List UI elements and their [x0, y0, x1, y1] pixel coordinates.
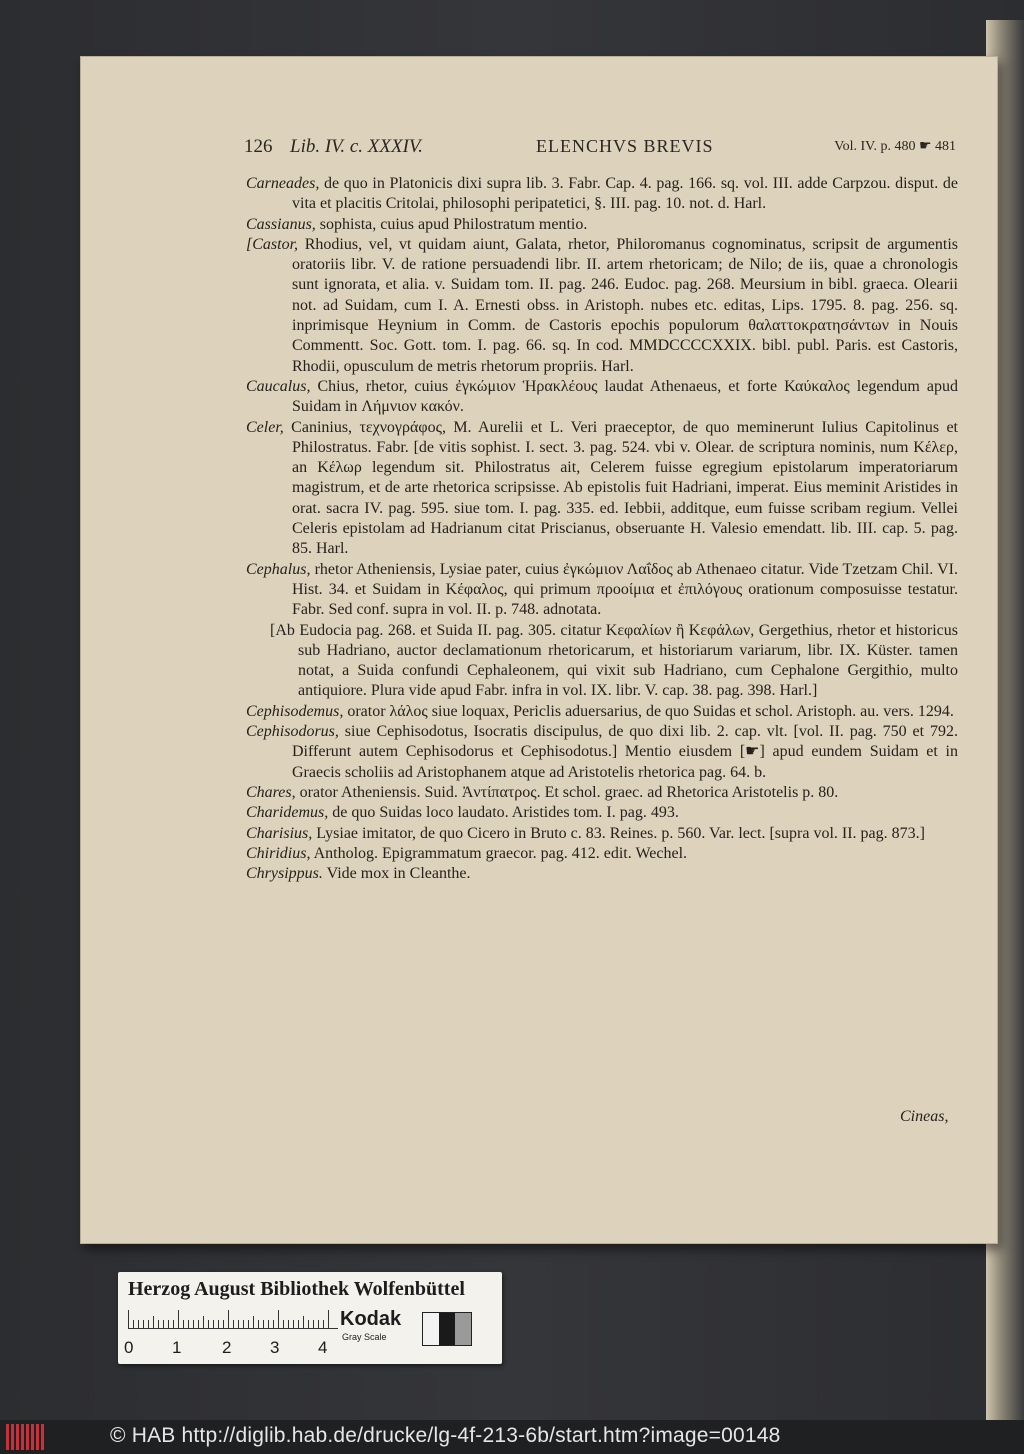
ruler-tick — [153, 1316, 154, 1328]
entry-headword: Carneades, — [246, 175, 320, 192]
gray-scale-swatches — [422, 1312, 472, 1346]
ruler-tick — [238, 1320, 239, 1328]
ruler-tick — [258, 1320, 259, 1328]
entry-headword: Cephisodemus, — [246, 702, 344, 720]
library-label-card — [118, 1272, 502, 1364]
entry-cephisodorus — [246, 722, 958, 783]
ruler-tick — [188, 1320, 189, 1328]
entry-cassianus — [246, 215, 958, 235]
ruler-number: 1 — [172, 1338, 182, 1357]
entry-subnote: [Ab Eudocia pag. 268. et Suida II. pag. 305. citatur Κεφαλίων ἢ Κεφάλων, Gergethius, rhetor et historicus sub Hadriano, auctor declamationum rhetoricarum, et historiarum variarum, libr. IX. Küster. tamen notat, a Suida confundi Cephaleonem, qui vixit sub Hadriano, cum Cephalone Gergithio, multo antiquiore. Plura vide apud Fabr. infra in vol. IX. libr. V. cap. 38. pag. 398. Harl.] — [270, 621, 958, 700]
kodak-logo: Kodak — [340, 1308, 402, 1330]
ruler-number: 0 — [124, 1338, 134, 1357]
ruler-tick — [203, 1316, 204, 1328]
ruler-tick — [168, 1320, 169, 1328]
ruler-tick — [208, 1320, 209, 1328]
entry-carneades — [246, 174, 958, 215]
entry-charidemus — [246, 803, 958, 823]
ruler-tick — [183, 1320, 184, 1328]
running-title: ELENCHVS BREVIS — [536, 136, 714, 156]
entry-text: sophista, cuius apud Philostratum mentio. — [315, 215, 588, 233]
ruler-tick — [148, 1320, 149, 1328]
ruler-tick — [283, 1320, 284, 1328]
swatch-white — [423, 1313, 439, 1345]
entry-text: Rhodius, vel, vt quidam aiunt, Galata, rhetor, Philoromanus cognominatus, scripsit de argumentis oratoriis libr. V. de ratione persuadendi libr. II. artem rhetoricam; de Nilo; de iis, quae a chronologis sunt ignorata, et alia. v. Suidam tom. II. pag. 246. Eudoc. pag. 268. Meursium in bibl. graeca. Olearii not. ad Suidam, cum I. A. Ernesti obss. in Aristoph. nubes etc. editas, Lips. 1795. 8. pag. 256. sq. inprimisque Heynium in Comm. de Castoris epochis populorum θαλαττοκρατησάντων in Nouis Commentt. Soc. Gott. tom. I. pag. 66. sq. In cod. MMDCCCCXXIX. bibl. publ. Paris. est Castoris, Rhodii, opusculum de metris rhetorum propriis. Harl. — [292, 235, 958, 375]
ruler-tick — [198, 1320, 199, 1328]
ruler-tick — [273, 1320, 274, 1328]
entry-headword: Celer, — [246, 418, 284, 436]
entry-headword: Charidemus, — [246, 804, 329, 822]
ruler-tick — [323, 1320, 324, 1328]
ruler-tick — [128, 1310, 129, 1328]
entry-cephalus — [246, 560, 958, 621]
ruler-tick — [278, 1310, 279, 1328]
ruler-tick — [143, 1320, 144, 1328]
ruler-tick — [133, 1320, 134, 1328]
entry-cephisodemus — [246, 702, 958, 722]
running-header — [244, 136, 956, 162]
ruler-tick — [318, 1320, 319, 1328]
entry-text: de quo in Platonicis dixi supra lib. 3. Fabr. Cap. 4. pag. 166. sq. vol. III. adde Carpzou. disput. de vita et placitis Critolai, philosophi peripatetici, §. III. pag. 10. not. d. Harl. — [292, 175, 958, 213]
entry-headword: Chares, — [246, 783, 296, 801]
footer-bar — [0, 1420, 1024, 1454]
entry-text: rhetor Atheniensis, Lysiae pater, cuius ἐγκώμιον Λαΐδος ab Athenaeo citatur. Vide Tzetzam Chil. VI. Hist. 34. et Suidam in Κέφαλος, qui primum προοίμια et ἐπιλόγους orationum composuisse testatur. Fabr. Sed conf. supra in vol. II. p. 748. adnotata. — [292, 560, 958, 619]
entry-headword: Charisius, — [246, 824, 313, 842]
ruler-tick — [263, 1320, 264, 1328]
entry-caucalus — [246, 377, 958, 418]
ruler-tick — [193, 1320, 194, 1328]
entry-text: de quo Suidas loco laudato. Aristides tom. I. pag. 493. — [328, 804, 679, 822]
page-number: 126 — [244, 136, 273, 157]
ruler-tick — [178, 1310, 179, 1328]
hab-logo-icon — [6, 1424, 44, 1450]
entry-text: Chius, rhetor, cuius ἐγκώμιον Ἡρακλέους laudat Athenaeus, et forte Καύκαλος legendum apud Suidam in Λήμνιον κακόν. — [292, 377, 958, 416]
ruler-tick — [213, 1320, 214, 1328]
ruler-tick — [293, 1320, 294, 1328]
ruler-tick — [253, 1316, 254, 1328]
catchword: Cineas, — [900, 1108, 949, 1125]
ruler-tick — [163, 1320, 164, 1328]
ruler-number: 4 — [318, 1338, 328, 1357]
ruler-tick — [288, 1320, 289, 1328]
entry-headword: Cephisodorus, — [246, 723, 339, 741]
entry-text: Lysiae imitator, de quo Cicero in Bruto c. 83. Reines. p. 560. Var. lect. [supra vol. II. pag. 873.] — [312, 824, 925, 842]
ruler-tick — [173, 1320, 174, 1328]
ruler-tick — [243, 1320, 244, 1328]
entry-text: siue Cephisodotus, Isocratis discipulus, de quo dixi lib. 2. cap. vlt. [vol. II. pag. 750 et 792. Differunt autem Cephisodorus et Cephisodotus.] Mentio eiusdem [☛] apud eundem Suidam et in Graecis scholiis ad Aristophanem atque ad Aristotelis rhetorica pag. 64. b. — [292, 723, 958, 781]
entry-text: orator λάλος siue loquax, Periclis aduersarius, de quo Suidas et schol. Aristoph. au. vers. 1294. — [343, 702, 954, 720]
entry-headword: Chrysippus. — [246, 865, 323, 883]
section-reference: Lib. IV. c. XXXIV. — [290, 136, 423, 157]
ruler-tick — [248, 1320, 249, 1328]
entry-charisius — [246, 824, 958, 844]
copyright-url: © HAB http://diglib.hab.de/drucke/lg-4f-213-6b/start.htm?image=00148 — [110, 1424, 781, 1447]
library-name: Herzog August Bibliothek Wolfenbüttel — [128, 1278, 465, 1300]
scale-ruler — [128, 1310, 338, 1329]
ruler-tick — [328, 1310, 329, 1328]
entry-chrysippus — [246, 864, 958, 884]
entry-headword: Caucalus, — [246, 377, 311, 395]
ruler-tick — [298, 1320, 299, 1328]
entry-headword: Chiridius, — [246, 844, 311, 862]
entry-chiridius — [246, 844, 958, 864]
ruler-tick — [303, 1316, 304, 1328]
ruler-number: 3 — [270, 1338, 280, 1357]
entry-headword: Cephalus, — [246, 560, 311, 578]
ruler-tick — [158, 1320, 159, 1328]
swatch-gray — [455, 1313, 471, 1345]
ruler-tick — [233, 1320, 234, 1328]
ruler-tick — [308, 1320, 309, 1328]
entry-chares — [246, 783, 958, 803]
entry-text: orator Atheniensis. Suid. Ἀντίπατρος. Et schol. graec. ad Rhetorica Aristotelis p. 80. — [295, 783, 839, 801]
swatch-black — [439, 1313, 455, 1345]
entry-text: Caninius, τεχνογράφος, M. Aurelii et L. Veri praeceptor, de quo meminerunt Iulius Capitolinus et Philostratus. Fabr. [de vitis sophist. I. sect. 3. pag. 524. vbi v. Olear. de scriptura nominis, num Κέλερ, an Κέλωρ legendum sit. Philostratus ait, Celerem fuisse egregium epistolarum imperatoriarum magistrum, et de arte rhetorica scripsisse. Ab epistolis fuit Hadriani, imperat. Eius meminit Aristides in orat. sacra IV. pag. 595. siue tom. I. pag. 335. ed. Iebbii, additque, eum fuisse scribam regium. Vellei Celeris epistolam ad Hadrianum citat Priscianus, obseruante H. Valesio emendatt. lib. III. cap. 5. pag. 85. Harl. — [283, 418, 958, 558]
entry-text: Vide mox in Cleanthe. — [322, 865, 471, 883]
entry-headword: Cassianus, — [246, 215, 316, 233]
ruler-tick — [268, 1320, 269, 1328]
volume-reference: Vol. IV. p. 480 ☛ 481 — [834, 139, 956, 154]
page-body — [246, 174, 958, 884]
ruler-tick — [228, 1310, 229, 1328]
entry-celer — [246, 418, 958, 560]
entry-castor — [246, 235, 958, 377]
gray-scale-label: Gray Scale — [342, 1332, 387, 1342]
ruler-tick — [223, 1320, 224, 1328]
entry-text: Antholog. Epigrammatum graecor. pag. 412. edit. Wechel. — [310, 844, 688, 862]
ruler-tick — [138, 1320, 139, 1328]
entry-headword: [Castor, — [246, 235, 299, 253]
ruler-tick — [313, 1320, 314, 1328]
ruler-number: 2 — [222, 1338, 232, 1357]
ruler-tick — [218, 1320, 219, 1328]
